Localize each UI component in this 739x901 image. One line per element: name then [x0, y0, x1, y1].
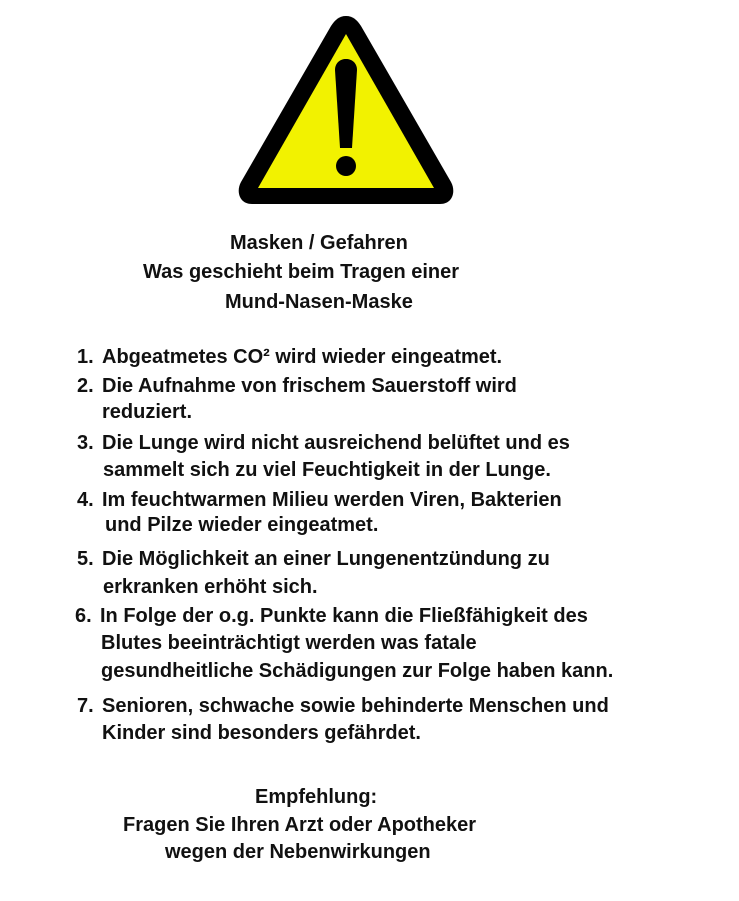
- item-number: 6.: [75, 605, 92, 627]
- title-line-1: Masken / Gefahren: [230, 232, 408, 254]
- item-line: erkranken erhöht sich.: [103, 576, 318, 598]
- item-line: Die Aufnahme von frischem Sauerstoff wird: [102, 375, 517, 397]
- item-number: 7.: [77, 695, 94, 717]
- item-number: 5.: [77, 548, 94, 570]
- title-line-2: Was geschieht beim Tragen einer: [143, 261, 460, 283]
- recommendation-line-1: Fragen Sie Ihren Arzt oder Apotheker: [123, 814, 477, 836]
- warning-triangle-icon: [235, 12, 457, 210]
- item-line: Abgeatmetes CO² wird wieder eingeatmet.: [102, 346, 503, 368]
- item-line: Die Möglichkeit an einer Lungenentzündung zu: [102, 548, 550, 570]
- item-line: gesundheitliche Schädigungen zur Folge haben kann.: [101, 660, 614, 682]
- recommendation-line-2: wegen der Nebenwirkungen: [165, 841, 431, 863]
- item-line: Die Lunge wird nicht ausreichend belüftet und es: [102, 432, 570, 454]
- recommendation-heading: Empfehlung:: [255, 786, 378, 808]
- item-line: Kinder sind besonders gefährdet.: [102, 722, 421, 744]
- item-line: und Pilze wieder eingeatmet.: [105, 514, 379, 536]
- item-line: Blutes beeinträchtigt werden was fatale: [101, 632, 477, 654]
- exclamation-dot: [336, 156, 356, 176]
- item-number: 1.: [77, 346, 94, 368]
- item-line: Senioren, schwache sowie behinderte Menschen und: [102, 695, 609, 717]
- item-line: In Folge der o.g. Punkte kann die Fließfähigkeit des: [100, 605, 588, 627]
- item-number: 2.: [77, 375, 94, 397]
- item-number: 3.: [77, 432, 94, 454]
- item-line: sammelt sich zu viel Feuchtigkeit in der Lunge.: [103, 459, 551, 481]
- item-number: 4.: [77, 489, 94, 511]
- item-line: Im feuchtwarmen Milieu werden Viren, Bakterien: [102, 489, 562, 511]
- title-line-3: Mund-Nasen-Maske: [225, 291, 413, 313]
- item-line: reduziert.: [102, 401, 193, 423]
